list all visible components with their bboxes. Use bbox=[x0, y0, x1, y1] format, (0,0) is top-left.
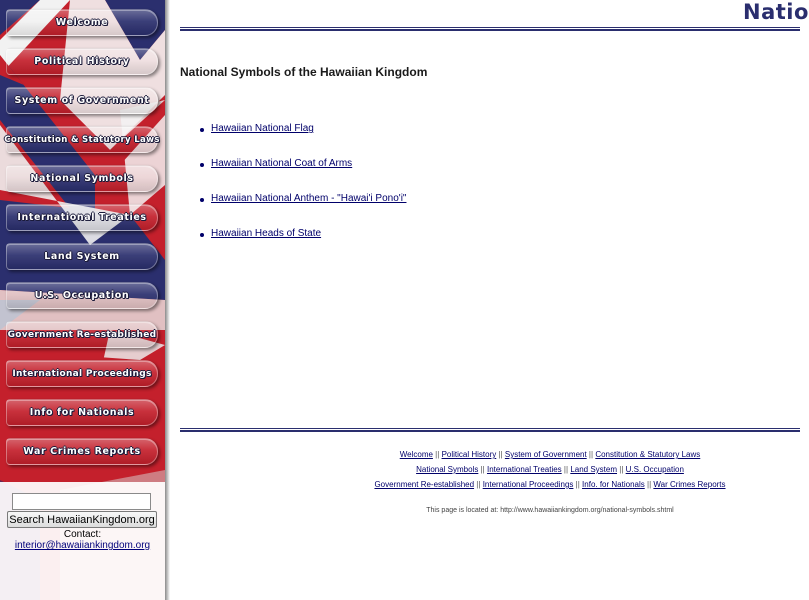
nav-label: Political History bbox=[34, 56, 130, 67]
footer-link[interactable]: International Treaties bbox=[486, 465, 562, 474]
symbols-list bbox=[198, 122, 406, 262]
nav-label: International Treaties bbox=[17, 212, 147, 223]
nav-label: Info for Nationals bbox=[29, 407, 135, 418]
footer-link[interactable]: War Crimes Reports bbox=[653, 480, 726, 489]
link-national-anthem[interactable]: Hawaiian National Anthem - "Hawai'i Pono'i" bbox=[211, 193, 407, 204]
nav-war-crimes-reports-button[interactable] bbox=[6, 438, 158, 465]
bottom-divider bbox=[180, 428, 800, 432]
footer-link[interactable]: System of Government bbox=[504, 450, 587, 459]
sidebar-shadow bbox=[165, 0, 170, 600]
bullet-icon bbox=[200, 198, 204, 202]
nav-government-reestablished-button[interactable] bbox=[6, 321, 158, 348]
nav-international-proceedings-button[interactable] bbox=[6, 360, 158, 387]
search-button[interactable]: Search HawaiianKingdom.org bbox=[7, 511, 157, 528]
nav-info-for-nationals-button[interactable] bbox=[6, 399, 158, 426]
nav-constitution-button[interactable] bbox=[6, 126, 158, 153]
search-input[interactable] bbox=[12, 493, 151, 510]
footer-separator: || bbox=[476, 480, 481, 489]
sidebar bbox=[0, 0, 165, 600]
link-heads-of-state[interactable]: Hawaiian Heads of State bbox=[211, 228, 322, 239]
list-item bbox=[198, 227, 406, 262]
nav-label: Welcome bbox=[55, 17, 109, 28]
footer-link[interactable]: Welcome bbox=[399, 450, 433, 459]
page-title: National Symbols of the Hawaiian Kingdom bbox=[180, 65, 428, 79]
search-panel bbox=[0, 482, 165, 600]
list-item bbox=[198, 157, 406, 192]
footer-separator: || bbox=[480, 465, 485, 474]
footer-link[interactable]: Constitution & Statutory Laws bbox=[595, 450, 701, 459]
footer-link[interactable]: Political History bbox=[441, 450, 497, 459]
footer-link[interactable]: Info. for Nationals bbox=[582, 480, 645, 489]
footer-separator: || bbox=[563, 465, 569, 474]
nav-label: Constitution & Statutory Laws bbox=[4, 134, 160, 145]
bullet-icon bbox=[200, 128, 204, 132]
footer-link[interactable]: Government Re-established bbox=[374, 480, 475, 489]
nav-system-of-government-button[interactable] bbox=[6, 87, 158, 114]
contact-label: Contact: bbox=[63, 529, 102, 540]
footer-link[interactable]: U.S. Occupation bbox=[625, 465, 684, 474]
top-divider bbox=[180, 27, 800, 31]
footer-separator: || bbox=[498, 450, 503, 459]
page-banner: Natio bbox=[743, 0, 809, 24]
nav-label: War Crimes Reports bbox=[23, 446, 141, 457]
footer-row bbox=[300, 447, 800, 462]
nav-label: International Proceedings bbox=[12, 368, 152, 379]
nav-political-history-button[interactable] bbox=[6, 48, 158, 75]
list-item bbox=[198, 192, 406, 227]
footer-separator: || bbox=[575, 480, 580, 489]
footer-row bbox=[300, 462, 800, 477]
nav-us-occupation-button[interactable] bbox=[6, 282, 158, 309]
bullet-icon bbox=[200, 233, 204, 237]
footer-separator: || bbox=[435, 450, 440, 459]
nav-label: Government Re-established bbox=[7, 329, 157, 340]
nav-label: National Symbols bbox=[30, 173, 134, 184]
nav-label: Land System bbox=[44, 251, 120, 262]
nav-label: System of Government bbox=[14, 95, 150, 106]
contact-email-link[interactable]: interior@hawaiiankingdom.org bbox=[14, 540, 151, 551]
footer-nav bbox=[300, 447, 800, 492]
nav-welcome-button[interactable] bbox=[6, 9, 158, 36]
footer-link[interactable]: Land System bbox=[570, 465, 618, 474]
footer-row bbox=[300, 477, 800, 492]
footer-link[interactable]: International Proceedings bbox=[482, 480, 574, 489]
footer-separator: || bbox=[619, 465, 624, 474]
nav-international-treaties-button[interactable] bbox=[6, 204, 158, 231]
nav-land-system-button[interactable] bbox=[6, 243, 158, 270]
bullet-icon bbox=[200, 163, 204, 167]
link-national-flag[interactable]: Hawaiian National Flag bbox=[211, 123, 314, 134]
footer-separator: || bbox=[588, 450, 594, 459]
page-location-note: This page is located at: http://www.hawaiiankingdom.org/national-symbols.shtml bbox=[426, 507, 674, 514]
nav-national-symbols-button[interactable] bbox=[6, 165, 158, 192]
footer-separator: || bbox=[646, 480, 652, 489]
link-coat-of-arms[interactable]: Hawaiian National Coat of Arms bbox=[211, 158, 353, 169]
nav-label: U.S. Occupation bbox=[34, 290, 130, 301]
footer-link[interactable]: National Symbols bbox=[416, 465, 479, 474]
list-item bbox=[198, 122, 406, 157]
